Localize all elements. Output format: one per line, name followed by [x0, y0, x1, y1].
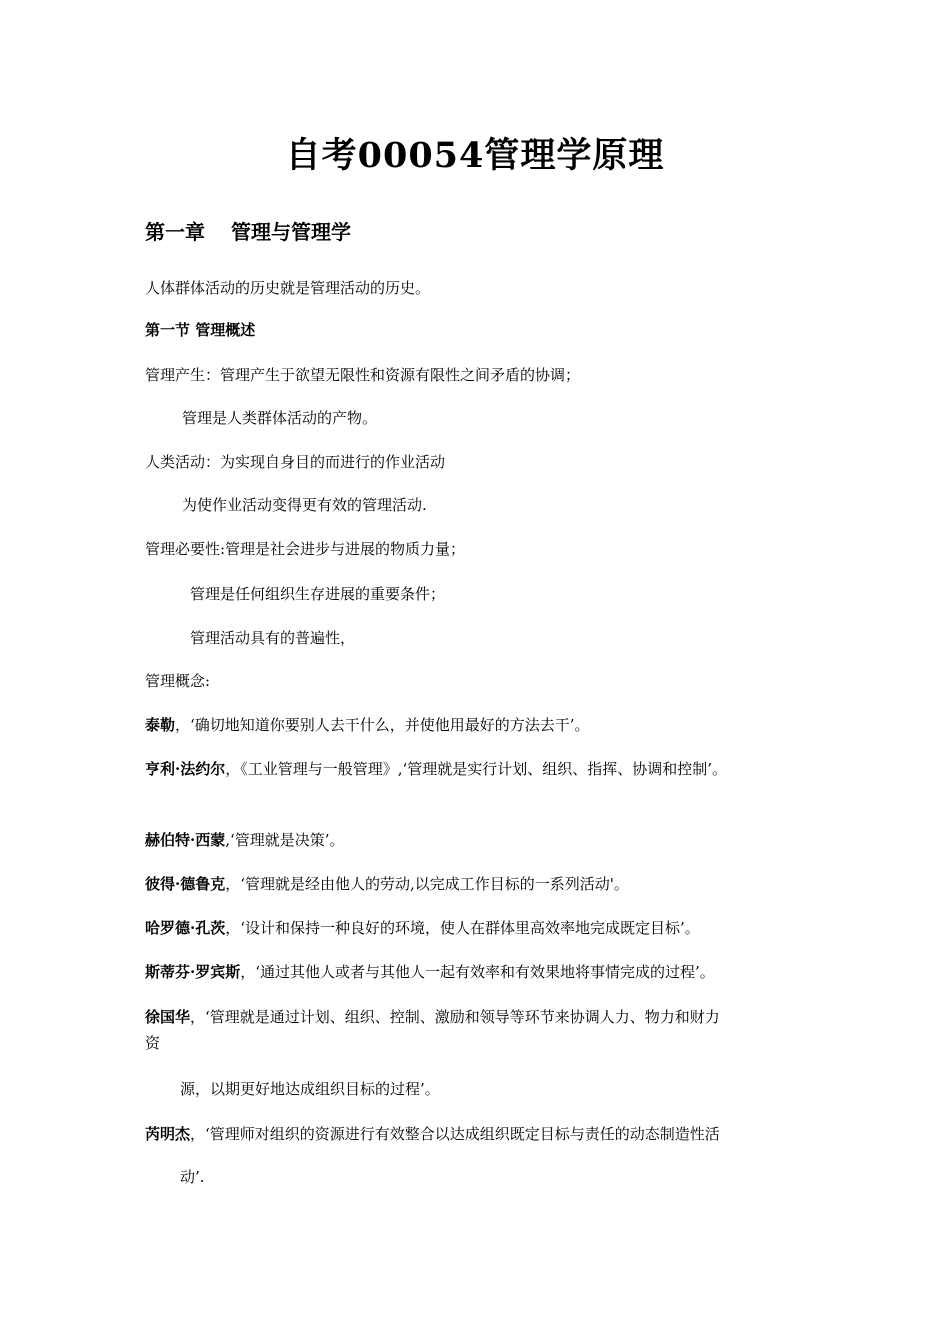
- chapter-name: 管理与管理学: [231, 220, 351, 244]
- definition-line: [145, 1007, 720, 1027]
- definition-line: [145, 918, 700, 938]
- definition-text: ，‘设计和保持一种良好的环境，使人在群体里高效率地完成既定目标’。: [225, 919, 700, 937]
- author-name: 哈罗德·孔茨: [145, 919, 226, 937]
- author-name: 泰勒: [145, 716, 176, 734]
- definition-text: ,‘管理就是决策’。: [225, 831, 345, 849]
- text-line: 人类活动：为实现自身目的而进行的作业活动: [145, 453, 446, 471]
- text-line: 为使作业活动变得更有效的管理活动.: [182, 496, 427, 514]
- definition-text: ，‘确切地知道你要别人去干什么，并使他用最好的方法去干’。: [175, 716, 590, 734]
- intro-paragraph: 人体群体活动的历史就是管理活动的历史。: [145, 279, 431, 297]
- definition-line: [145, 759, 727, 779]
- author-name: 芮明杰: [145, 1125, 191, 1143]
- definition-line: [145, 962, 715, 982]
- author-name: 斯蒂芬·罗宾斯: [145, 963, 241, 981]
- definition-line: [145, 830, 345, 850]
- definition-line: [145, 715, 590, 735]
- definition-continuation: 源，以期更好地达成组织目标的过程’。: [180, 1080, 440, 1098]
- definition-continuation: 动’.: [180, 1168, 205, 1186]
- author-name: 徐国华: [145, 1008, 191, 1026]
- wrapped-char: 资: [145, 1034, 161, 1052]
- text-line: 管理产生：管理产生于欲望无限性和资源有限性之间矛盾的协调；: [145, 366, 581, 384]
- definition-text: ，‘管理就是经由他人的劳动,以完成工作目标的一系列活动'。: [225, 875, 629, 893]
- definition-text: ，《工业管理与一般管理》,‘管理就是实行计划、组织、指挥、协调和控制’。: [225, 760, 728, 778]
- text-line: 管理必要性:管理是社会进步与进展的物质力量；: [145, 540, 466, 558]
- definition-text: ，‘通过其他人或者与其他人一起有效率和有效果地将事情完成的过程’。: [240, 963, 715, 981]
- definition-line: [145, 874, 629, 894]
- definition-line: [145, 1124, 720, 1144]
- definition-text: ，‘管理师对组织的资源进行有效整合以达成组织既定目标与责任的动态制造性活: [190, 1125, 720, 1143]
- author-name: 亨利·法约尔: [145, 760, 226, 778]
- chapter-heading: [145, 216, 351, 245]
- author-name: 赫伯特·西蒙: [145, 831, 226, 849]
- text-line: 管理概念:: [145, 672, 211, 690]
- text-line: 管理活动具有的普遍性，: [190, 629, 356, 647]
- text-line: 管理是任何组织生存进展的重要条件；: [190, 585, 446, 603]
- chapter-number: 第一章: [145, 220, 205, 244]
- definition-text: ，‘管理就是通过计划、组织、控制、激励和领导等环节来协调人力、物力和财力: [190, 1008, 720, 1026]
- author-name: 彼得·德鲁克: [145, 875, 226, 893]
- document-title: 自考00054管理学原理: [285, 135, 665, 176]
- section-heading: 第一节 管理概述: [145, 321, 256, 339]
- text-line: 管理是人类群体活动的产物。: [182, 409, 378, 427]
